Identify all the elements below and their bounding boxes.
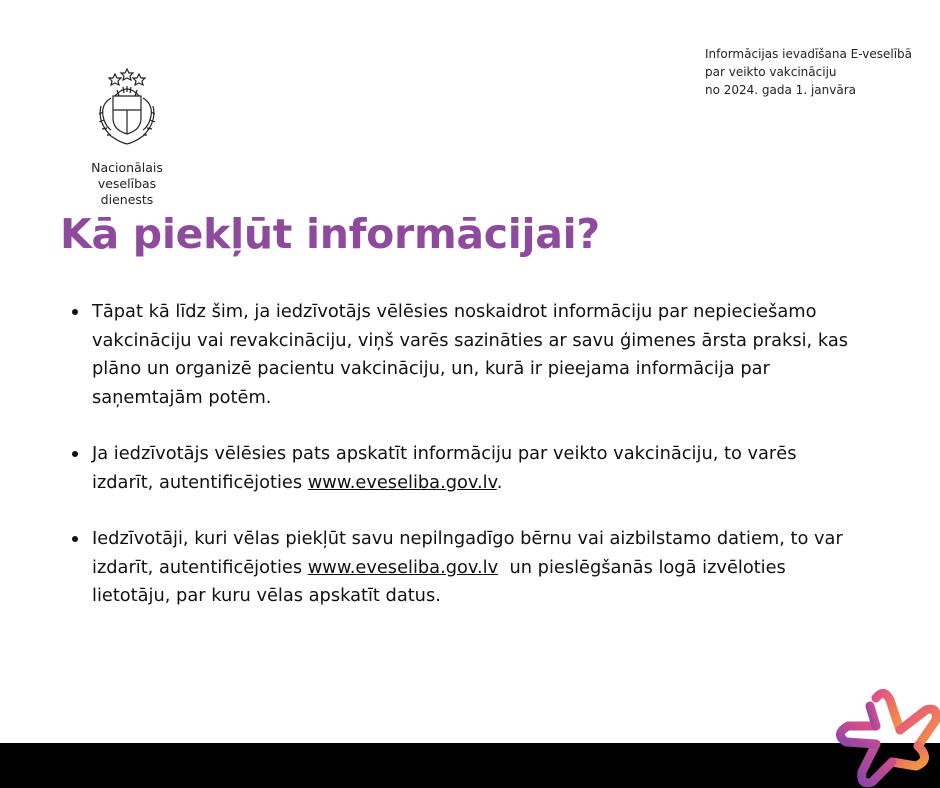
list-item-text-end: . [496, 471, 503, 493]
header-note [705, 45, 935, 99]
header-note-line3: no 2024. gada 1. janvāra [705, 83, 856, 97]
list-item-text: Tāpat kā līdz šim, ja iedzīvotājs vēlēsies noskaidrot informāciju par nepieciešamo vakcināciju vai revakcināciju, viņš varēs sazināties ar savu ģimenes ārsta praksi, kas plāno un organizē pacientu vakcināciju, un, kurā ir pieejama informācija par saņemtajām potēm. [92, 301, 848, 408]
org-name-line1: Nacionālais veselības [91, 160, 163, 191]
org-name-line2: dienests [100, 192, 154, 207]
decorative-swirl-icon [836, 684, 940, 788]
org-name [60, 160, 194, 208]
page-title: Kā piekļūt informācijai? [60, 210, 600, 258]
eveseliba-link[interactable]: www.eveseliba.gov.lv [307, 471, 497, 493]
eveseliba-link[interactable]: www.eveseliba.gov.lv [307, 556, 499, 578]
list-item [92, 298, 860, 412]
info-list [92, 298, 860, 639]
coat-of-arms-icon [87, 66, 167, 148]
list-item-text: Iedzīvotāji, kuri vēlas piekļūt savu nepilngadīgo bērnu vai aizbilstamo datiem, to var izdarīt, autentificējoties [92, 528, 843, 578]
list-item [92, 440, 860, 497]
list-item-text-end: un pieslēgšanās logā izvēloties lietotāju, par kuru vēlas apskatīt datus. [92, 556, 792, 606]
header-note-line1: Informācijas ievadīšana E-veselībā [705, 47, 913, 61]
header-note-line2: par veikto vakcināciju [705, 65, 837, 79]
list-item-text: Ja iedzīvotājs vēlēsies pats apskatīt informāciju par veikto vakcināciju, to varēs izdarīt, autentificējoties [92, 443, 797, 493]
footer-bar [0, 743, 940, 788]
list-item [92, 525, 860, 611]
org-logo [60, 66, 194, 208]
